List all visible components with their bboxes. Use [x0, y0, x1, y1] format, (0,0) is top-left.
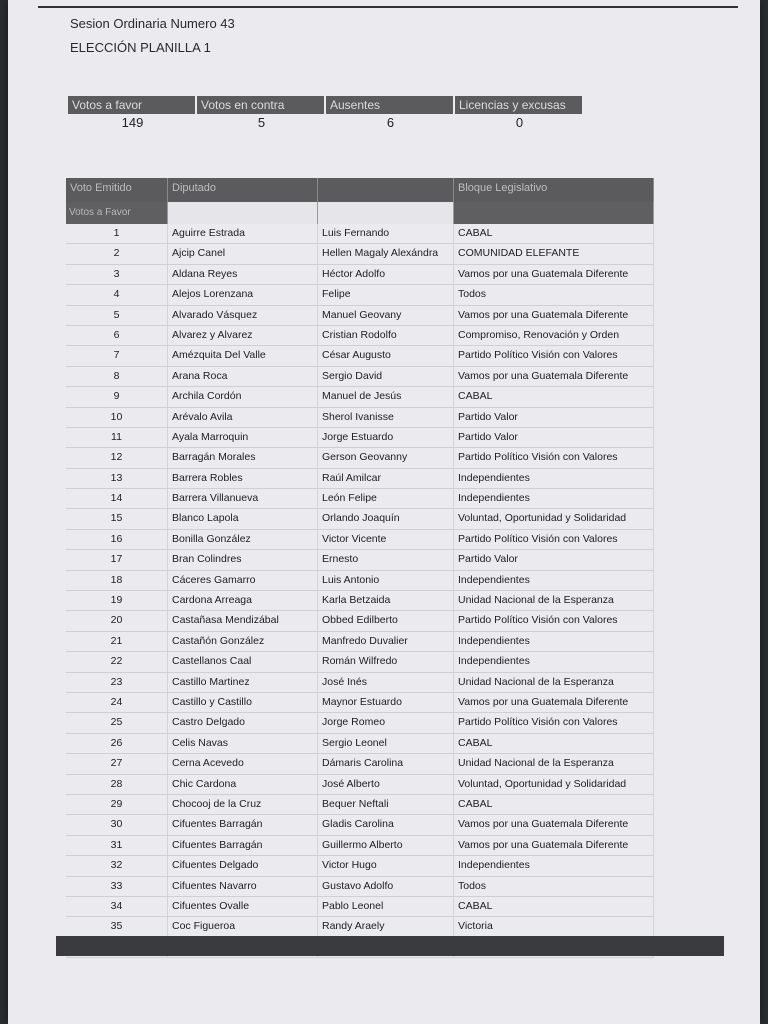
legislative-bloc: Independientes	[454, 632, 654, 651]
legislative-bloc: Independientes	[454, 469, 654, 488]
vote-number: 19	[66, 591, 168, 610]
top-rule	[38, 6, 738, 8]
deputy-surname: Blanco Lapola	[168, 509, 318, 528]
deputy-surname: Castillo y Castillo	[168, 693, 318, 712]
deputy-given-name: Luis Fernando	[318, 224, 454, 243]
deputy-surname: Aldana Reyes	[168, 265, 318, 284]
group-label: Votos a Favor	[66, 202, 168, 224]
deputy-surname: Alvarez y Alvarez	[168, 326, 318, 345]
vote-number: 10	[66, 408, 168, 427]
deputy-given-name: Hellen Magaly Alexándra	[318, 244, 454, 263]
deputy-surname: Castellanos Caal	[168, 652, 318, 671]
table-row	[66, 591, 654, 611]
vote-number: 27	[66, 754, 168, 773]
group-dark-cell	[454, 202, 654, 224]
legislative-bloc: CABAL	[454, 387, 654, 406]
deputy-surname: Alvarado Vásquez	[168, 306, 318, 325]
vote-number: 17	[66, 550, 168, 569]
table-row	[66, 734, 654, 754]
vote-number: 9	[66, 387, 168, 406]
document-page	[8, 0, 760, 1024]
deputy-surname: Cifuentes Barragán	[168, 836, 318, 855]
deputy-given-name: José Alberto	[318, 775, 454, 794]
table-row	[66, 652, 654, 672]
header-blank	[318, 178, 454, 202]
vote-number: 29	[66, 795, 168, 814]
legislative-bloc: Compromiso, Renovación y Orden	[454, 326, 654, 345]
deputy-surname: Barrera Robles	[168, 469, 318, 488]
table-row	[66, 326, 654, 346]
legislative-bloc: CABAL	[454, 795, 654, 814]
deputy-surname: Amézquita Del Valle	[168, 346, 318, 365]
header-voto-emitido: Voto Emitido	[66, 178, 168, 202]
deputy-surname: Cerna Acevedo	[168, 754, 318, 773]
votes-table-body	[66, 224, 654, 958]
deputy-surname: Cifuentes Navarro	[168, 877, 318, 896]
legislative-bloc: Partido Político Visión con Valores	[454, 611, 654, 630]
vote-number: 26	[66, 734, 168, 753]
deputy-given-name: Manuel Geovany	[318, 306, 454, 325]
summary-value-contra: 5	[257, 115, 266, 130]
deputy-surname: Cifuentes Ovalle	[168, 897, 318, 916]
deputy-surname: Aguirre Estrada	[168, 224, 318, 243]
table-row	[66, 795, 654, 815]
deputy-given-name: Randy Araely	[318, 917, 454, 936]
deputy-given-name: Felipe	[318, 285, 454, 304]
table-row	[66, 306, 654, 326]
deputy-given-name: Dámaris Carolina	[318, 754, 454, 773]
legislative-bloc: Todos	[454, 285, 654, 304]
table-row	[66, 856, 654, 876]
vote-number: 2	[66, 244, 168, 263]
deputy-given-name: Gerson Geovanny	[318, 448, 454, 467]
deputy-given-name: Orlando Joaquín	[318, 509, 454, 528]
group-header-row	[66, 202, 654, 224]
deputy-surname: Arana Roca	[168, 367, 318, 386]
vote-number: 3	[66, 265, 168, 284]
group-blank-cell	[168, 202, 318, 224]
legislative-bloc: Partido Valor	[454, 428, 654, 447]
vote-number: 31	[66, 836, 168, 855]
vote-number: 1	[66, 224, 168, 243]
summary-value-ausentes: 6	[386, 115, 395, 130]
table-row	[66, 224, 654, 244]
deputy-surname: Ajcip Canel	[168, 244, 318, 263]
table-row	[66, 917, 654, 937]
legislative-bloc: Partido Político Visión con Valores	[454, 713, 654, 732]
table-row	[66, 897, 654, 917]
legislative-bloc: Todos	[454, 877, 654, 896]
deputy-given-name: Jorge Romeo	[318, 713, 454, 732]
vote-number: 12	[66, 448, 168, 467]
header-bloque: Bloque Legislativo	[454, 178, 654, 202]
deputy-given-name: Sergio David	[318, 367, 454, 386]
legislative-bloc: Vamos por una Guatemala Diferente	[454, 367, 654, 386]
election-title: ELECCIÓN PLANILLA 1	[70, 40, 211, 55]
deputy-given-name: Raúl Amilcar	[318, 469, 454, 488]
table-row	[66, 815, 654, 835]
deputy-given-name: Héctor Adolfo	[318, 265, 454, 284]
group-blank-cell	[318, 202, 454, 224]
table-row	[66, 550, 654, 570]
legislative-bloc: Unidad Nacional de la Esperanza	[454, 591, 654, 610]
vote-number: 30	[66, 815, 168, 834]
legislative-bloc: Independientes	[454, 652, 654, 671]
table-row	[66, 693, 654, 713]
deputy-surname: Barrera Villanueva	[168, 489, 318, 508]
deputy-surname: Ayala Marroquin	[168, 428, 318, 447]
table-row	[66, 530, 654, 550]
votes-table-header	[66, 178, 654, 202]
vote-number: 18	[66, 571, 168, 590]
table-row	[66, 713, 654, 733]
table-row	[66, 489, 654, 509]
table-row	[66, 611, 654, 631]
summary-header-favor: Votos a favor	[68, 96, 197, 114]
summary-header-licencias: Licencias y excusas	[455, 96, 584, 114]
summary-value-favor: 149	[121, 115, 144, 130]
legislative-bloc: Victoria	[454, 917, 654, 936]
legislative-bloc: Vamos por una Guatemala Diferente	[454, 306, 654, 325]
deputy-given-name: Karla Betzaida	[318, 591, 454, 610]
legislative-bloc: Unidad Nacional de la Esperanza	[454, 673, 654, 692]
deputy-surname: Archila Cordón	[168, 387, 318, 406]
deputy-given-name: Victor Vicente	[318, 530, 454, 549]
vote-number: 7	[66, 346, 168, 365]
legislative-bloc: Partido Político Visión con Valores	[454, 448, 654, 467]
table-row	[66, 448, 654, 468]
vote-number: 35	[66, 917, 168, 936]
table-row	[66, 428, 654, 448]
table-row	[66, 509, 654, 529]
vote-number: 33	[66, 877, 168, 896]
legislative-bloc: Independientes	[454, 489, 654, 508]
deputy-surname: Alejos Lorenzana	[168, 285, 318, 304]
legislative-bloc: CABAL	[454, 734, 654, 753]
table-row	[66, 367, 654, 387]
deputy-surname: Chic Cardona	[168, 775, 318, 794]
vote-number: 22	[66, 652, 168, 671]
vote-number: 11	[66, 428, 168, 447]
deputy-surname: Chocooj de la Cruz	[168, 795, 318, 814]
deputy-given-name: Sherol Ivanisse	[318, 408, 454, 427]
table-row	[66, 673, 654, 693]
deputy-surname: Cifuentes Delgado	[168, 856, 318, 875]
vote-number: 6	[66, 326, 168, 345]
legislative-bloc: Partido Valor	[454, 550, 654, 569]
deputy-given-name: Gustavo Adolfo	[318, 877, 454, 896]
deputy-given-name: Luis Antonio	[318, 571, 454, 590]
legislative-bloc: Vamos por una Guatemala Diferente	[454, 265, 654, 284]
session-title: Sesion Ordinaria Numero 43	[70, 16, 235, 31]
summary-value-licencias: 0	[515, 115, 524, 130]
legislative-bloc: CABAL	[454, 897, 654, 916]
table-row	[66, 265, 654, 285]
summary-header-row	[68, 96, 584, 114]
vote-number: 21	[66, 632, 168, 651]
vote-number: 23	[66, 673, 168, 692]
vote-summary-table	[68, 96, 584, 132]
table-row	[66, 877, 654, 897]
deputy-surname: Castañasa Mendizábal	[168, 611, 318, 630]
header-diputado: Diputado	[168, 178, 318, 202]
deputy-given-name: César Augusto	[318, 346, 454, 365]
deputy-given-name: Manuel de Jesús	[318, 387, 454, 406]
deputy-given-name: Román Wilfredo	[318, 652, 454, 671]
legislative-bloc: Vamos por una Guatemala Diferente	[454, 836, 654, 855]
vote-number: 8	[66, 367, 168, 386]
table-row	[66, 836, 654, 856]
table-row	[66, 285, 654, 305]
legislative-bloc: Unidad Nacional de la Esperanza	[454, 754, 654, 773]
deputy-given-name: Pablo Leonel	[318, 897, 454, 916]
deputy-surname: Bran Colindres	[168, 550, 318, 569]
summary-header-contra: Votos en contra	[197, 96, 326, 114]
summary-header-ausentes: Ausentes	[326, 96, 455, 114]
footer-bar	[56, 936, 724, 956]
deputy-surname: Barragán Morales	[168, 448, 318, 467]
deputy-surname: Bonilla González	[168, 530, 318, 549]
deputy-given-name: Bequer Neftali	[318, 795, 454, 814]
deputy-given-name: Guillermo Alberto	[318, 836, 454, 855]
legislative-bloc: CABAL	[454, 224, 654, 243]
deputy-given-name: Obbed Edilberto	[318, 611, 454, 630]
deputy-given-name: Jorge Estuardo	[318, 428, 454, 447]
deputy-given-name: Ernesto	[318, 550, 454, 569]
deputy-surname: Castillo Martinez	[168, 673, 318, 692]
deputy-surname: Cardona Arreaga	[168, 591, 318, 610]
vote-number: 34	[66, 897, 168, 916]
deputy-given-name: Victor Hugo	[318, 856, 454, 875]
vote-number: 13	[66, 469, 168, 488]
deputy-given-name: León Felipe	[318, 489, 454, 508]
vote-number: 16	[66, 530, 168, 549]
legislative-bloc: Voluntad, Oportunidad y Solidaridad	[454, 509, 654, 528]
deputy-surname: Cifuentes Barragán	[168, 815, 318, 834]
table-row	[66, 775, 654, 795]
legislative-bloc: Independientes	[454, 571, 654, 590]
deputy-surname: Castro Delgado	[168, 713, 318, 732]
legislative-bloc: Voluntad, Oportunidad y Solidaridad	[454, 775, 654, 794]
table-row	[66, 632, 654, 652]
table-row	[66, 571, 654, 591]
deputy-given-name: Manfredo Duvalier	[318, 632, 454, 651]
vote-number: 15	[66, 509, 168, 528]
deputy-given-name: José Inés	[318, 673, 454, 692]
table-row	[66, 244, 654, 264]
vote-number: 20	[66, 611, 168, 630]
vote-number: 32	[66, 856, 168, 875]
table-row	[66, 387, 654, 407]
votes-table	[66, 178, 654, 958]
table-row	[66, 754, 654, 774]
deputy-surname: Castañón González	[168, 632, 318, 651]
vote-number: 28	[66, 775, 168, 794]
vote-number: 14	[66, 489, 168, 508]
deputy-given-name: Sergio Leonel	[318, 734, 454, 753]
vote-number: 4	[66, 285, 168, 304]
table-row	[66, 469, 654, 489]
deputy-surname: Celis Navas	[168, 734, 318, 753]
legislative-bloc: Vamos por una Guatemala Diferente	[454, 815, 654, 834]
vote-number: 5	[66, 306, 168, 325]
legislative-bloc: Partido Político Visión con Valores	[454, 346, 654, 365]
legislative-bloc: Partido Valor	[454, 408, 654, 427]
deputy-surname: Coc Figueroa	[168, 917, 318, 936]
deputy-surname: Arévalo Avila	[168, 408, 318, 427]
vote-number: 25	[66, 713, 168, 732]
deputy-surname: Cáceres Gamarro	[168, 571, 318, 590]
table-row	[66, 346, 654, 366]
deputy-given-name: Cristian Rodolfo	[318, 326, 454, 345]
summary-values-row	[68, 114, 584, 132]
vote-number: 24	[66, 693, 168, 712]
legislative-bloc: COMUNIDAD ELEFANTE	[454, 244, 654, 263]
deputy-given-name: Gladis Carolina	[318, 815, 454, 834]
deputy-given-name: Maynor Estuardo	[318, 693, 454, 712]
legislative-bloc: Partido Político Visión con Valores	[454, 530, 654, 549]
table-row	[66, 408, 654, 428]
legislative-bloc: Independientes	[454, 856, 654, 875]
legislative-bloc: Vamos por una Guatemala Diferente	[454, 693, 654, 712]
